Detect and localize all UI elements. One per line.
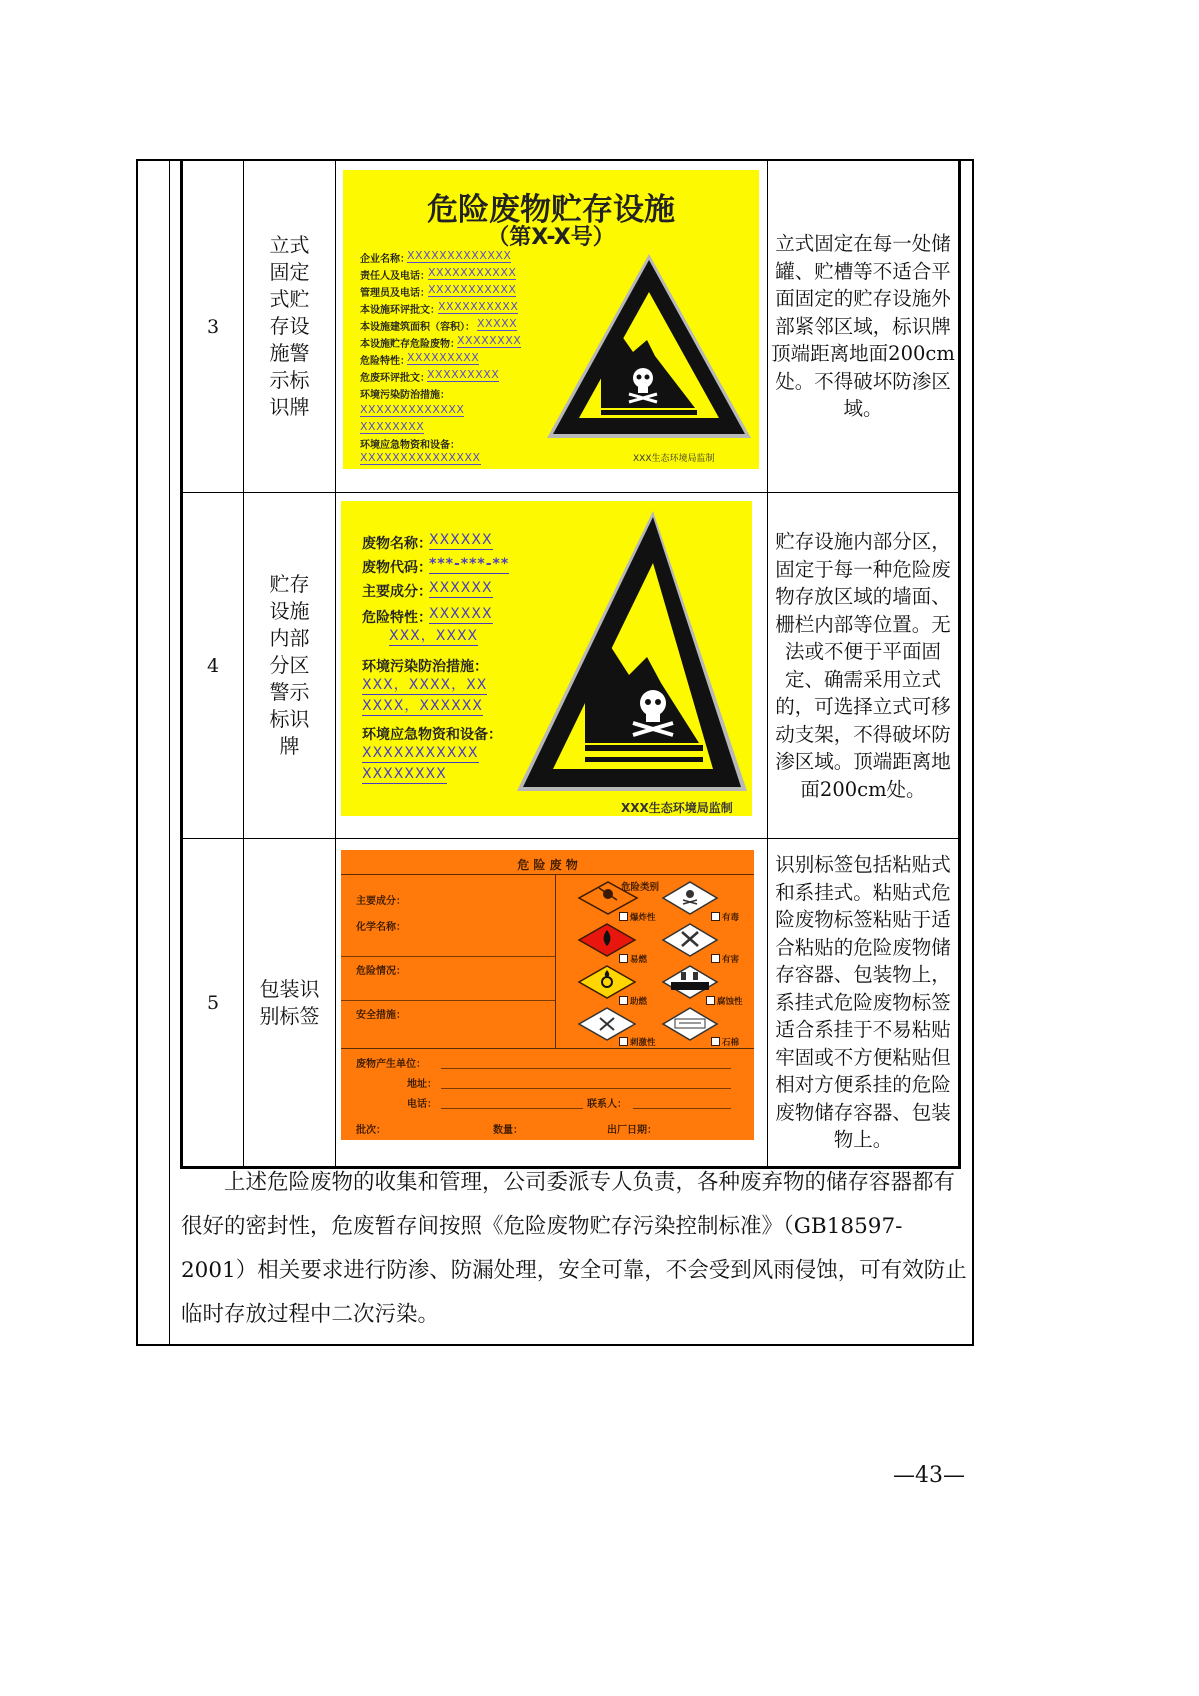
sign-subtitle: （第X-X号） [487,225,615,250]
sign-field-value: XXXXXXXX [362,766,447,782]
label-field: 批次： [356,1125,386,1136]
sign-field-label: 本设施贮存危险废物： [360,339,460,350]
label-field: 废物产生单位： [356,1059,426,1070]
sign-field-label: 危险特性： [360,356,410,367]
label-field: 数量： [493,1125,523,1136]
sign-field-value: XXXXXXXXXXXXXXX [360,451,481,464]
sign-credit: XXX生态环境局监制 [633,454,715,464]
sign-field-label: 危废环评批文： [360,373,430,384]
sign-field-value: XXXX，XXXXXX [362,698,483,714]
storage-facility-sign [343,170,759,469]
sign-field-label: 环境污染防治措施： [360,390,450,401]
sign-title: 危险废物贮存设施 [427,192,675,228]
hazard-checkbox[interactable]: 爆炸性 [619,911,656,923]
label-field: 联系人： [587,1099,627,1110]
row-description: 识别标签包括粘贴式和系挂式。粘贴式危险废物标签粘贴于适合粘贴的危险废物储存容器、包装物上，系挂式危险废物标签适合系挂于不易粘贴牢固或不方便粘贴但相对方便系挂的危险废物储存容器、包装物上。 [775,853,951,1152]
sign-field-label: 企业名称： [360,254,410,265]
sign-field-value: XXXXXXXXX [427,368,500,381]
sign-field-value: XXXXXXXXXXX [428,266,517,279]
hazardous-waste-label [341,850,754,1140]
sign-field-value: XXXXXXXXXXX [362,745,479,761]
toxic-warning-triangle-icon [513,507,749,795]
label-field: 电话： [407,1099,437,1110]
sign-field-value: XXXXXXXX [457,334,522,347]
sign-field-value: XXXXXXXXXXXXX [407,249,512,262]
sign-field-value: XXXXXXXXX [407,351,480,364]
sign-field-value: XXXXXXXXXX [438,300,519,313]
sign-field-label: 废物名称： [362,536,432,552]
hazard-checkbox[interactable]: 腐蚀性 [706,995,743,1007]
row-description: 立式固定在每一处储罐、贮槽等不适合平面固定的贮存设施外部紧邻区域，标识牌顶端距离地面200cm处。不得破坏防渗区域。 [771,232,955,421]
sign-field-value: XXX，XXXX [389,628,479,644]
row-description: 贮存设施内部分区，固定于每一种危险废物存放区域的墙面、栅栏内部等位置。无法或不便于平面固定、确需采用立式的，可选择立式可移动支架，不得破坏防渗区域。顶端距离地面200cm处。 [775,530,951,801]
row-number: 4 [206,654,220,677]
hazard-checkbox[interactable]: 有害 [711,953,739,965]
sign-field-label: 环境应急物资和设备： [360,440,460,451]
sign-field-value: XXXXXXXX [360,420,425,433]
row-name: 包装识别标签 [259,976,320,1028]
sign-field-value: XXXXXX [429,606,493,622]
sign-credit: XXX生态环境局监制 [621,801,733,815]
label-field: 出厂日期： [607,1125,657,1136]
label-field: 安全措施： [356,1010,406,1021]
sign-field-label: 主要成分： [362,584,432,600]
sign-field-value: XXX，XXXX，XX [362,677,488,693]
sign-field-value: XXXXXXXXXXXXX [360,403,465,416]
sign-field-value: XXXXXX [429,532,493,548]
row-name: 贮存设施内部分区警示标识牌 [269,572,310,758]
sign-field-label: 环境应急物资和设备： [362,727,502,743]
page-number: —43— [893,1463,965,1488]
label-field: 危险情况： [356,966,406,977]
sign-field-label: 管理员及电话： [360,288,430,299]
hazard-checkbox[interactable]: 易燃 [619,953,647,965]
sign-field-label: 危险特性： [362,610,432,626]
hazard-checkbox[interactable]: 有毒 [711,911,739,923]
row-number: 5 [206,991,220,1014]
sign-field-value: XXXXX [477,317,518,330]
sign-field-label: 责任人及电话： [360,271,430,282]
sign-field-value: ***-***-** [429,556,510,572]
hazard-checkbox[interactable]: 石棉 [711,1036,739,1048]
label-title: 危 险 废 物 [517,858,578,872]
sign-field-label: 本设施环评批文： [360,305,440,316]
hazard-checkbox[interactable]: 刺激性 [619,1036,656,1048]
sign-field-value: XXXXXXXXXXX [428,283,517,296]
toxic-warning-triangle-icon [543,248,755,444]
zone-warning-sign [341,501,752,816]
label-field: 化学名称： [356,922,406,933]
hazard-checkbox[interactable]: 助燃 [619,995,647,1007]
sign-field-label: 环境污染防治措施： [362,659,488,675]
sign-field-label: 本设施建筑面积（容积）： [360,322,475,333]
label-field: 地址： [407,1079,437,1090]
row-number: 3 [206,315,220,338]
row-name: 立式固定式贮存设施警示标识牌 [269,233,310,419]
label-field: 主要成分： [356,896,406,907]
sign-field-value: XXXXXX [429,580,493,596]
body-paragraph: 上述危险废物的收集和管理，公司委派专人负责，各种废弃物的储存容器都有很好的密封性，危废暂存间按照《危险废物贮存污染控制标准》（GB18597-2001）相关要求进行防渗、防漏处理，安全可靠，不会受到风雨侵蚀，可有效防止临时存放过程中二次污染。 [181,1170,967,1327]
sign-field-label: 废物代码： [362,560,432,576]
hazard-category-title: 危险类别 [621,882,660,893]
